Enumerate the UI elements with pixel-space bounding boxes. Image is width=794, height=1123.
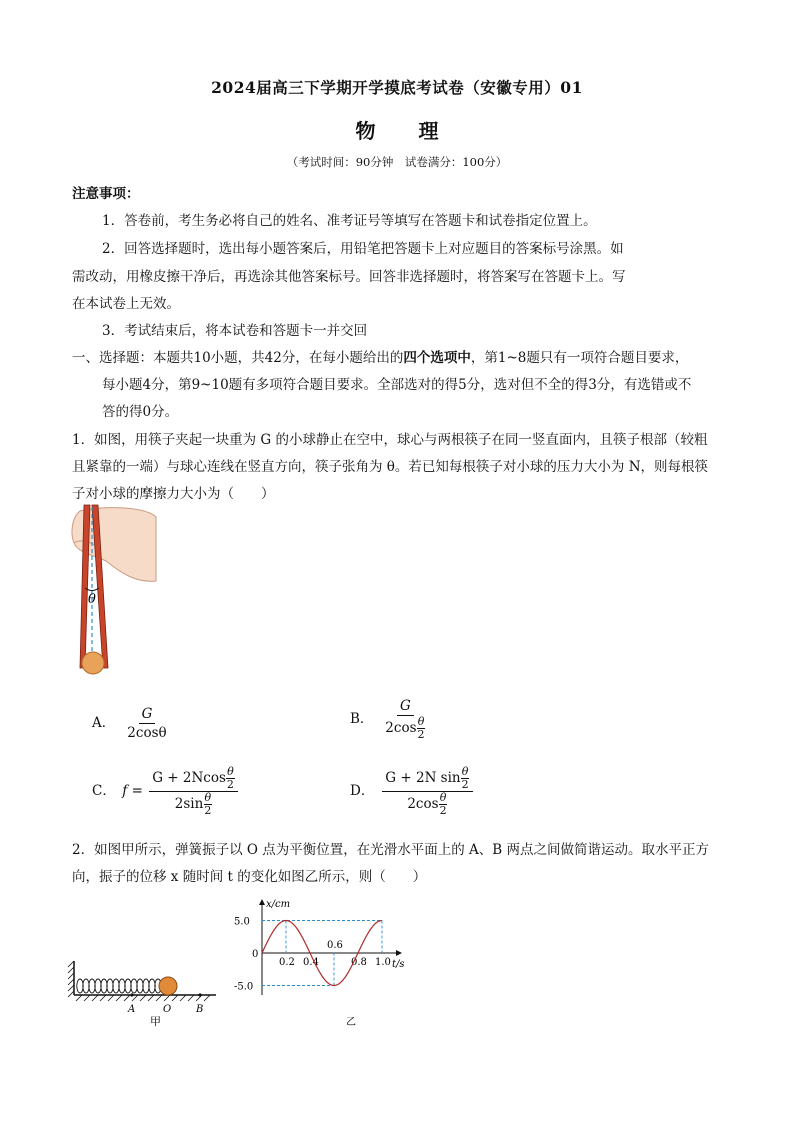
option-d-denominator (404, 792, 450, 817)
notice-heading: 注意事项： (72, 186, 140, 202)
option-c-lhs: f = (122, 783, 143, 799)
half-theta-num: θ (204, 791, 212, 804)
spring-oscillator-figure (66, 955, 226, 1027)
option-b-denominator (382, 716, 428, 741)
origin-label: 0 (252, 949, 259, 960)
x-tick-label: 1.0 (375, 957, 391, 968)
y-tick-label: -5.0 (234, 981, 254, 993)
section1-line1-b: ，第1~8题只有一项符合题目要求， (470, 350, 689, 366)
option-a-label: A． (92, 715, 116, 731)
option-b-numerator: G (397, 697, 414, 716)
y-axis-arrow (259, 899, 265, 905)
option-b-label: B． (350, 710, 374, 727)
option-c-label: C． (92, 783, 116, 799)
half-theta (461, 766, 470, 791)
exam-title: 2024届高三下学期开学摸底考试卷（安徽专用）01 (211, 78, 583, 97)
half-theta-num: θ (417, 715, 425, 728)
half-theta (203, 792, 212, 817)
notice-item-1: 1．答卷前，考生务必将自己的姓名、准考证号等填写在答题卡和试卷指定位置上。 (102, 213, 597, 229)
x-axis-arrow (396, 950, 402, 956)
subject-char-1: 物 (355, 119, 376, 143)
point-a-marker (130, 993, 133, 996)
option-d-den-text: 2cos (407, 796, 439, 812)
x-tick-label: 0.4 (303, 957, 319, 968)
wall-hatch (68, 961, 74, 997)
option-d-numerator (382, 766, 472, 792)
option-c[interactable] (92, 766, 240, 817)
section1-line1-a: 一、选择题：本题共10小题，共42分，在每小题给出的 (72, 350, 404, 366)
q2-line2: 向，振子的位移 x 随时间 t 的变化如图乙所示，则（ ） (72, 869, 427, 885)
notice-item-2a: 2．回答选择题时，选出每小题答案后，用铅笔把答题卡上对应题目的答案标号涂黑。如 (102, 241, 624, 257)
option-a[interactable] (92, 705, 172, 742)
option-c-num-text: G + 2Ncos (152, 770, 226, 786)
exam-meta: （考试时间：90分钟 试卷满分：100分） (286, 155, 508, 169)
q1-line2: 且紧靠的一端）与球心连线在竖直方向，筷子张角为 θ。若已知每根筷子对小球的压力大小为 N，则每根筷 (72, 459, 709, 475)
section1-line1 (72, 346, 688, 366)
option-d-fraction (382, 766, 472, 817)
section1-line1-bold: 四个选项中 (403, 350, 471, 366)
half-theta-den: 2 (204, 804, 212, 817)
caption-jia: 甲 (150, 1015, 161, 1027)
notice-item-2c: 在本试卷上无效。 (72, 296, 180, 312)
subject-char-2: 理 (418, 119, 439, 143)
option-b-den-text: 2cos (385, 720, 417, 736)
label-b: B (196, 1004, 204, 1015)
half-theta-den: 2 (461, 778, 469, 791)
floor-hatch (76, 995, 210, 1001)
half-theta-den: 2 (226, 778, 234, 791)
option-c-den-text: 2sin (174, 796, 204, 812)
option-d-label: D． (350, 783, 375, 799)
option-a-fraction (124, 705, 169, 742)
x-tick-label: 0.8 (351, 957, 367, 968)
spring (77, 979, 161, 993)
half-theta (417, 716, 426, 741)
chopsticks-figure (66, 503, 158, 683)
section1-line2: 每小题4分，第9~10题有多项符合题目要求。全部选对的得5分，选对但不全的得3分，有选错或不 (102, 377, 692, 393)
option-d[interactable] (350, 766, 475, 817)
notice-item-3: 3．考试结束后，将本试卷和答题卡一并交回 (102, 323, 368, 339)
half-theta-num: θ (439, 791, 447, 804)
option-c-denominator (172, 792, 216, 817)
notice-item-2b: 需改动，用橡皮擦干净后，再选涂其他答案标号。回答非选择题时，将答案写在答题卡上。写 (72, 269, 626, 285)
half-theta-num: θ (227, 765, 234, 778)
label-a: A (128, 1004, 136, 1015)
option-b-fraction (382, 697, 428, 741)
option-a-denominator: 2cosθ (127, 725, 167, 741)
option-c-fraction (149, 766, 238, 817)
q1-line1: 1．如图，用筷子夹起一块重为 G 的小球静止在空中，球心与两根筷子在同一竖直面内，且筷子根部（较粗 (72, 432, 708, 448)
option-d-num-text: G + 2N sin (385, 770, 461, 786)
x-t-chart (228, 895, 458, 1030)
point-b-marker (198, 993, 201, 996)
half-theta (439, 792, 448, 817)
oscillator-ball (159, 977, 177, 995)
q2-line1: 2．如图甲所示，弹簧振子以 O 点为平衡位置，在光滑水平面上的 A、B 两点之间做简谐运动。取水平正方 (72, 842, 709, 858)
section1-line3: 答的得0分。 (102, 404, 179, 420)
option-a-numerator: G (139, 705, 156, 724)
q1-line3: 子对小球的摩擦力大小为（ ） (72, 486, 275, 502)
option-c-numerator (149, 766, 238, 792)
x-axis-label: t/s (392, 959, 405, 970)
y-axis-label: x/cm (266, 899, 291, 910)
ball (82, 652, 104, 674)
theta-label: θ (88, 592, 96, 607)
half-theta-num: θ (461, 765, 469, 778)
x-tick-label: 0.6 (327, 940, 343, 951)
half-theta-den: 2 (417, 728, 425, 741)
caption-yi: 乙 (346, 1017, 356, 1028)
label-o: O (163, 1004, 172, 1015)
half-theta-den: 2 (439, 804, 447, 817)
subject-title (0, 115, 794, 144)
x-tick-label: 0.2 (279, 957, 295, 968)
y-tick-label: 5.0 (234, 916, 250, 928)
half-theta (226, 766, 235, 791)
option-b[interactable] (350, 697, 431, 741)
